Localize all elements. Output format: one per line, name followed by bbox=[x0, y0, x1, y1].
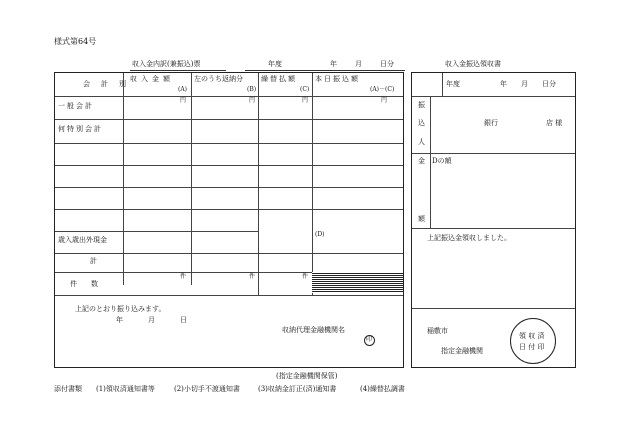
yen-prepaid: 円 bbox=[249, 97, 256, 104]
date-underline bbox=[245, 70, 405, 71]
header-prepaid: 左のうち返納分 bbox=[194, 75, 243, 83]
yen-transfer: 円 bbox=[302, 97, 309, 104]
header-transfer: 繰替払額 bbox=[261, 75, 297, 83]
form-number: 様式第64号 bbox=[54, 37, 97, 46]
form-title-right: 収入金振込領収書 bbox=[445, 60, 501, 68]
hatched-cell bbox=[312, 272, 403, 293]
row-external: 歳入歳出外現金 bbox=[58, 236, 107, 244]
count-unit-2: 件 bbox=[249, 273, 256, 280]
fiscal-year-label: 年度 bbox=[268, 60, 282, 68]
stamp-line-1: 領 収 済 bbox=[519, 332, 545, 340]
row-total: 計 bbox=[90, 257, 97, 265]
d-mark: (D) bbox=[315, 231, 325, 238]
designated-bank: 指定金融機関 bbox=[441, 347, 483, 355]
seal-text: 印 bbox=[366, 336, 373, 343]
right-year-label: 年度 bbox=[446, 80, 460, 88]
received-text: 上記振込金領収しました。 bbox=[427, 234, 511, 242]
transfer-to-2: 込 bbox=[418, 119, 425, 127]
footer-note: (指定金融機関保管) bbox=[276, 372, 338, 380]
header-income-sub: (A) bbox=[178, 86, 188, 93]
attachment-2: (2)小切手不渡通知書 bbox=[174, 385, 240, 393]
attachment-4: (4)繰替払調書 bbox=[360, 385, 405, 393]
count-unit-3: 件 bbox=[302, 273, 309, 280]
row-count: 件 数 bbox=[70, 280, 98, 288]
statement-text: 上記のとおり振り込みます。 bbox=[75, 305, 166, 313]
transfer-to-1: 振 bbox=[418, 101, 425, 109]
stamp-line-2: 日 付 印 bbox=[519, 343, 545, 351]
header-today: 本日振込額 bbox=[315, 75, 360, 83]
row-special: 何特別会計 bbox=[58, 125, 103, 133]
bank-label: 銀行 bbox=[484, 119, 498, 127]
amount-d: Dの額 bbox=[432, 157, 452, 165]
form-title-left: 収入金内訳(兼振込)票 bbox=[132, 60, 201, 68]
stmt-month: 月 bbox=[148, 316, 155, 324]
header-prepaid-sub: (B) bbox=[247, 86, 257, 93]
stmt-day: 日 bbox=[180, 316, 187, 324]
receipt-date-stamp bbox=[510, 318, 556, 364]
right-month-day: 年 月 日分 bbox=[500, 80, 556, 88]
header-today-sub: (A)－(C) bbox=[370, 86, 395, 93]
receipt-table bbox=[411, 72, 576, 368]
yen-today: 円 bbox=[381, 97, 388, 104]
income-breakdown-table bbox=[54, 72, 404, 368]
city-name: 稲敷市 bbox=[427, 327, 448, 335]
attachments-label: 添付書類 bbox=[54, 385, 82, 393]
yen-income: 円 bbox=[180, 97, 187, 104]
date-month: 月 bbox=[355, 60, 362, 68]
header-income: 収入金額 bbox=[130, 75, 174, 83]
transfer-to-3: 人 bbox=[418, 138, 425, 146]
branch-label: 店 様 bbox=[546, 119, 563, 127]
amount-2: 額 bbox=[418, 215, 425, 223]
header-transfer-sub: (C) bbox=[300, 86, 310, 93]
agent-bank-label: 収納代理金融機関名 bbox=[282, 326, 345, 334]
amount-1: 金 bbox=[418, 157, 425, 165]
date-day: 日分 bbox=[380, 60, 394, 68]
count-unit-1: 件 bbox=[180, 273, 187, 280]
attachment-3: (3)収納金訂正(済)通知書 bbox=[258, 385, 337, 393]
title-underline bbox=[130, 70, 226, 71]
attachment-1: (1)領収済通知書等 bbox=[96, 385, 155, 393]
header-account: 会 計 別 bbox=[83, 80, 128, 88]
row-general: 一般会計 bbox=[58, 102, 94, 110]
date-year: 年 bbox=[330, 60, 337, 68]
stmt-year: 年 bbox=[116, 316, 123, 324]
